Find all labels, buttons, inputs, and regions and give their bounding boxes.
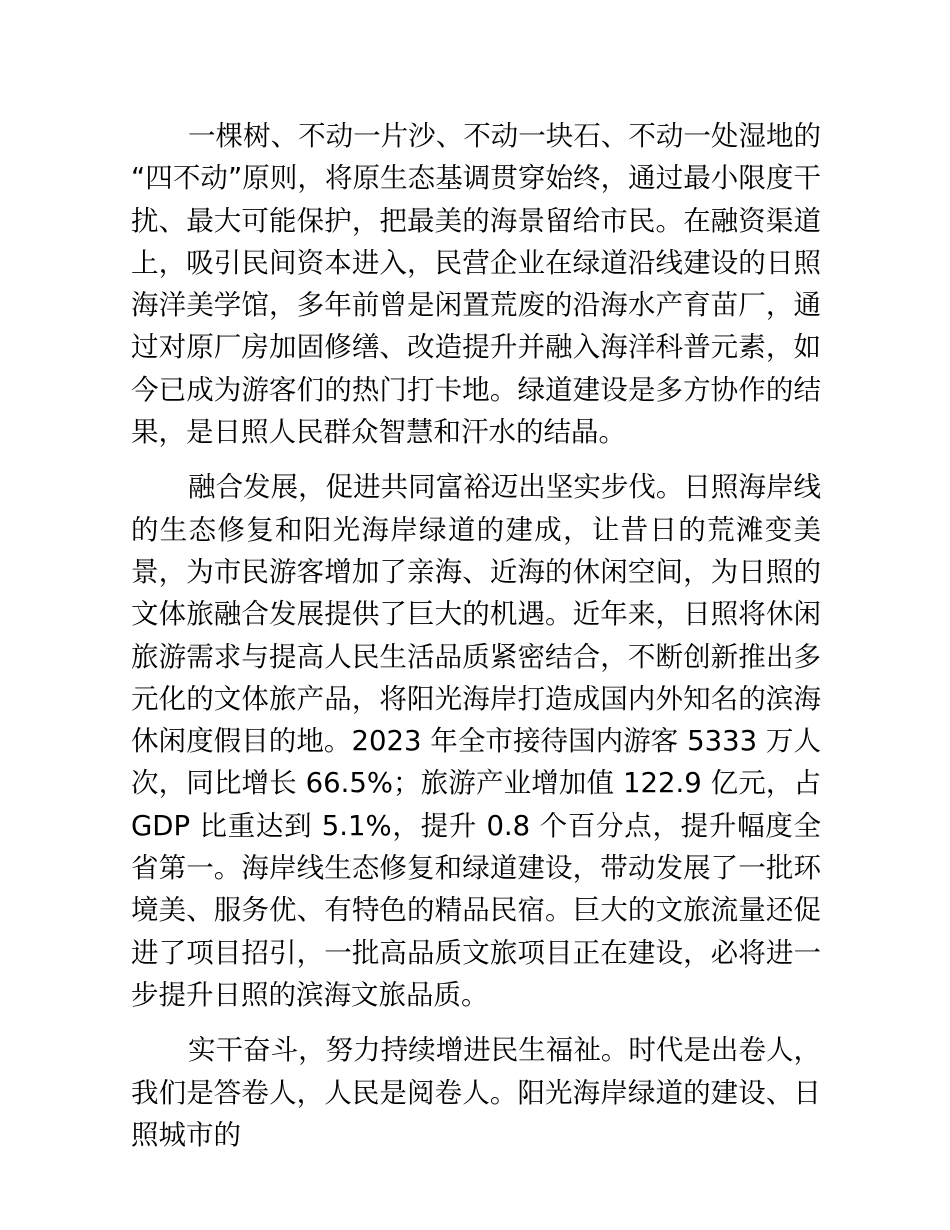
paragraph-1: 一棵树、不动一片沙、不动一块石、不动一处湿地的“四不动”原则，将原生态基调贯穿始终，通过最小限度干扰、最大可能保护，把最美的海景留给市民。在融资渠道上，吸引民间资本进入，民营企业在绿道沿线建设的日照海洋美学馆，多年前曾是闲置荒废的沿海水产育苗厂，通过对原厂房加固修缮、改造提升并融入海洋科普元素，如今已成为游客们的热门打卡地。绿道建设是多方协作的结果，是日照人民群众智慧和汗水的结晶。 xyxy=(131,120,821,449)
document-text-body xyxy=(131,115,821,1156)
paragraph-3: 实干奋斗，努力持续增进民生福祉。时代是出卷人，我们是答卷人，人民是阅卷人。阳光海岸绿道的建设、日照城市的 xyxy=(131,1034,821,1151)
paragraph-2: 融合发展，促进共同富裕迈出坚实步伐。日照海岸线的生态修复和阳光海岸绿道的建成，让昔日的荒滩变美景，为市民游客增加了亲海、近海的休闲空间，为日照的文体旅融合发展提供了巨大的机遇。近年来，日照将休闲旅游需求与提高人民生活品质紧密结合，不断创新推出多元化的文体旅产品，将阳光海岸打造成国内外知名的滨海休闲度假目的地。2023 年全市接待国内游客 5333 万人次，同比增长 66.5%；旅游产业增加值 122.9 亿元，占 GDP 比重达到 5.1%，提升 0.8 个百分点，提升幅度全省第一。海岸线生态修复和绿道建设，带动发展了一批环境美、服务优、有特色的精品民宿。巨大的文旅流量还促进了项目招引，一批高品质文旅项目正在建设，必将进一步提升日照的滨海文旅品质。 xyxy=(131,471,821,1011)
